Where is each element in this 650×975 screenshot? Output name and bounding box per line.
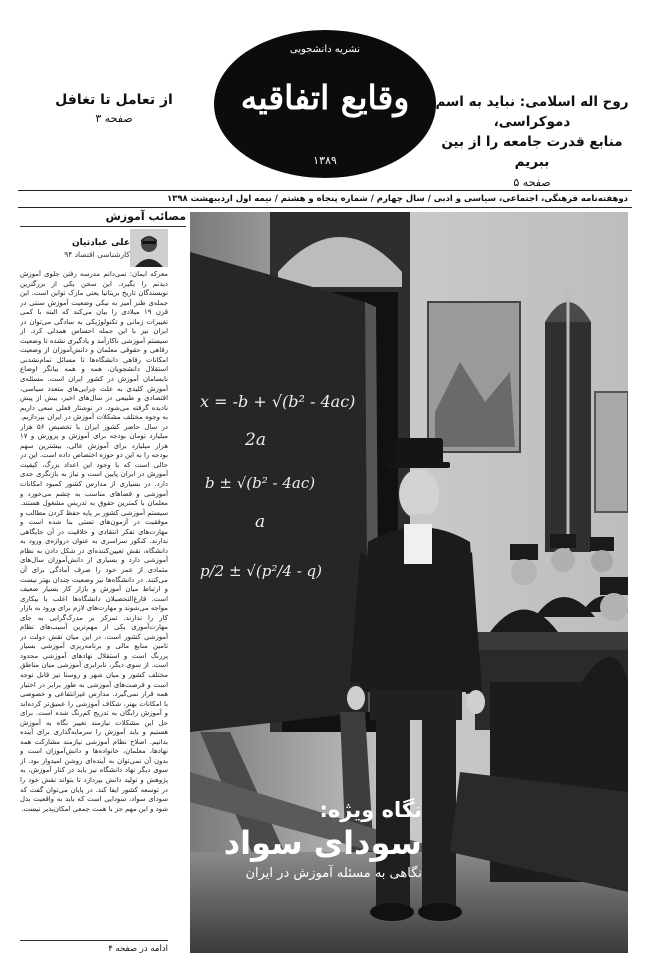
masthead-small-label: نشریه دانشجویی xyxy=(289,44,361,55)
masthead-logo xyxy=(214,30,436,178)
column-section-title: مصائب آموزش xyxy=(20,210,186,227)
author-avatar xyxy=(130,229,168,267)
blackboard-formula-5: p/2 ± √(p²/4 - q) xyxy=(200,562,322,580)
feature-headline: سودای سواد xyxy=(223,824,422,862)
author-role: کارشناسی اقتصاد ۹۴ xyxy=(64,250,130,259)
headline-left-title: از تعامل تا تغافل xyxy=(55,92,173,108)
blackboard-formula-4: a xyxy=(255,512,266,532)
blackboard-formula-2: 2a xyxy=(245,430,266,450)
headline-right[interactable] xyxy=(432,92,632,189)
masthead-year: ۱۳۸۹ xyxy=(313,154,337,167)
blackboard-formula-1: x = -b + √(b² - 4ac) xyxy=(200,392,356,411)
masthead-title: وقایع اتفاقیه xyxy=(240,78,410,117)
headline-right-line1: روح اله اسلامی: نباید به اسم دموکراسی، xyxy=(435,94,629,130)
feature-block[interactable] xyxy=(172,798,422,881)
blackboard-formula-3: b ± √(b² - 4ac) xyxy=(205,474,316,492)
headline-right-page: صفحه ۵ xyxy=(513,176,551,189)
headline-left[interactable] xyxy=(24,92,204,125)
feature-kicker: نگاه ویژه: xyxy=(319,798,422,822)
dateline: دوهفته‌نامه فرهنگی، اجتماعی، سیاسی و ادبی / سال چهارم / شماره پنجاه و هشتم / نیمه اول اردیبهشت ۱۳۹۸ xyxy=(18,190,632,208)
author-byline xyxy=(30,238,130,259)
headline-right-line2: منابع قدرت جامعه را از بین ببریم xyxy=(441,134,623,170)
headline-left-page: صفحه ۳ xyxy=(95,112,133,125)
feature-subhead: نگاهی به مسئله آموزش در ایران xyxy=(245,866,422,881)
author-name: علی عبادتیان xyxy=(72,238,130,248)
continued-link[interactable]: ادامه در صفحه ۴ xyxy=(20,940,168,954)
article-body: معرکه ایمان: نمی‌دانم مدرسه رفتن جلوی آموزش دیدنم را بگیرد. این سخن یکی از بزرگترین نویسندگان تاریخ بریتانیا یعنی مارک تواین است. این جمله‌ی طنز آمیز به نیکی وضعیت آموزش سنتی در قرن ۱۹ میلادی را بیان می‌کند که البته با کمی تغییرات زمانی و تکنولوژیکی به سادگی می‌توان در ایران نیز با این جمله احساس همدلی کرد. از سیستم آموزشی ناکارآمد و یادگیری نشده تا وضعیت رفاهی و حقوقی معلمان و دانش‌آموزان از وضعیت امکانات رفاهی دانشگاه‌ها تا مسائل تمام‌نشدنی استقلال دانشجویان. همه و همه بیانگر اوضاع نابسامان آموزش در کشور ایران است. مسئله‌ی آموزش کلیدی به علت چرایی‌های متعدد سیاسی، اقتصادی و طبیعی در سال‌های اخیر، بیش از پیش نادیده گرفته می‌شود. در نوشتار فعلی سعی داریم به وجوه مختلف مشکلات آموزش در ایران بپردازیم. در سال حاضر کشور ایران با تخصیص ۵۶ هزار میلیارد تومان بودجه برای آموزش و پرورش و ۱۷ هزار میلیارد برای آموزش عالی، بیشترین سهم بودجه را به این دو حوزه اختصاص داده است. این در حالی است که با وجود این اعداد بزرگ، کیفیت آموزش در ایران پایین است و نیاز به بازنگری جدی دارد. در بسیاری از مدارس کشور کمبود امکانات آموزشی و فضاهای مناسب به چشم می‌خورد و معلمان با کمترین حقوق به تدریس مشغول هستند. سیستم آموزشی کشور بر پایه حفظ کردن مطالب و موفقیت در آزمون‌های تستی بنا شده است و مهارت‌های تفکر انتقادی و خلاقیت در آن جایگاهی ندارند. کنکور سراسری به عنوان دروازه‌ی ورود به دانشگاه، نقش تعیین‌کننده‌ای در شکل دادن به نظام آموزشی دارد و بسیاری از دانش‌آموزان سال‌های متمادی از عمر خود را صرف آمادگی برای آن می‌کنند. در دانشگاه‌ها نیز وضعیت چندان بهتر نیست و ارتباط میان آموزش و بازار کار بسیار ضعیف است. فارغ‌التحصیلان دانشگاه‌ها اغلب با بیکاری مواجه می‌شوند و مهارت‌های لازم برای ورود به بازار کار را ندارند. تمرکز بر مدرک‌گرایی به جای مهارت‌آموزی یکی از مهم‌ترین آسیب‌های نظام آموزشی کشور است. در این میان نقش دولت در تامین منابع مالی و برنامه‌ریزی آموزشی بسیار پررنگ است و استقلال نهادهای آموزشی محدود است. از سوی دیگر، نابرابری آموزشی میان مناطق مختلف کشور و میان شهر و روستا نیز قابل توجه است و فرصت‌های آموزشی به طور برابر در اختیار همه قرار نمی‌گیرد. مدارس غیرانتفاعی و خصوصی با امکانات بهتر، شکاف آموزشی را عمیق‌تر کرده‌اند و آموزش رایگان به تدریج کم‌رنگ شده است. برای حل این مشکلات نیازمند تغییر نگاه به آموزش هستیم و باید آموزش را سرمایه‌گذاری برای آینده بدانیم. اصلاح نظام آموزشی نیازمند مشارکت همه نهادها، معلمان، خانواده‌ها و دانش‌آموزان است و بدون آن نمی‌توان به آینده‌ای روشن امیدوار بود. از سوی دیگر نهاد دانشگاه نیز باید در کنار آموزش، به پژوهش و تولید دانش بپردازد تا بتواند نقش خود را در توسعه کشور ایفا کند. در پایان می‌توان گفت که سودای سواد، سودایی است که باید به واقعیت بدل شود و این مهم جز با همت جمعی امکان‌پذیر نیست. xyxy=(20,270,168,813)
